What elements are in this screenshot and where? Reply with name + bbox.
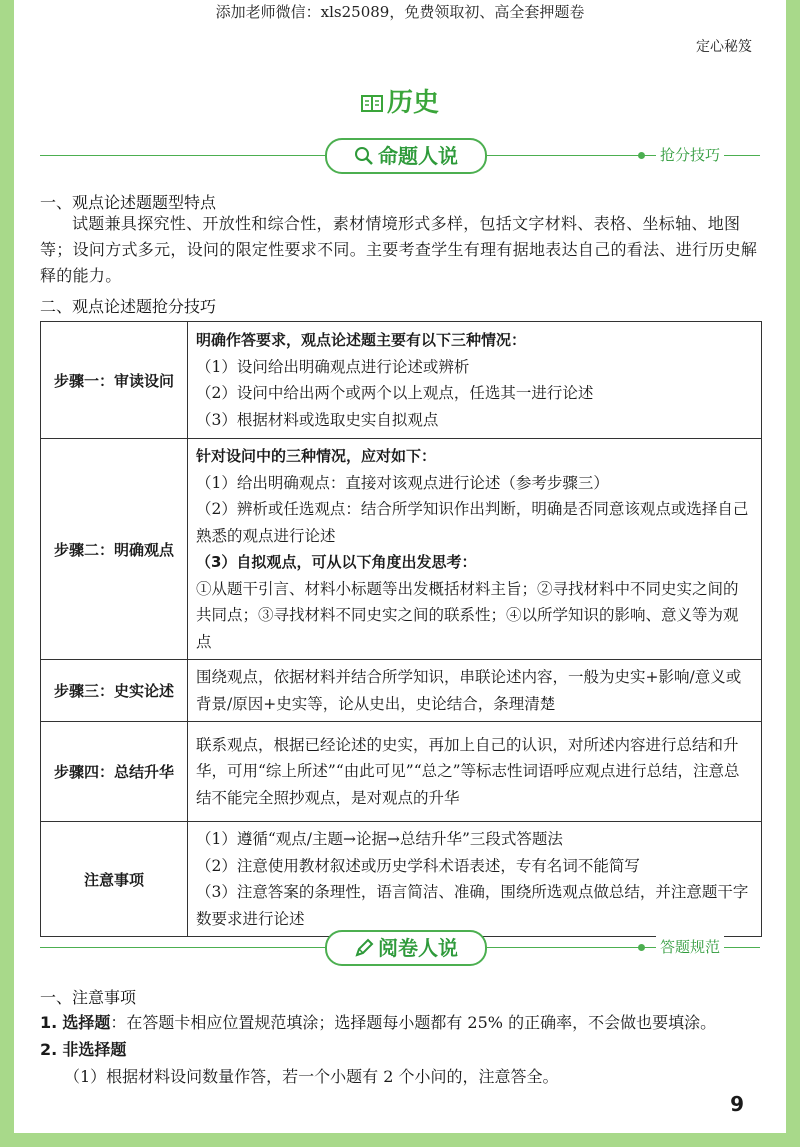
banner-dot <box>638 152 645 159</box>
step-content <box>188 660 762 722</box>
step-label: 步骤一：审读设问 <box>41 322 188 439</box>
section-heading: 一、观点论述题题型特点 <box>40 193 217 212</box>
banner-dot <box>638 944 645 951</box>
step-label: 步骤三：史实论述 <box>41 660 188 722</box>
watermark-text: 添加老师微信：xls25089，免费领取初、高全套押题卷 <box>215 3 585 21</box>
list-item <box>40 1037 126 1063</box>
step-content-line: （1）给出明确观点：直接对该观点进行论述（参考步骤三） <box>196 473 609 492</box>
steps-table-body <box>41 322 762 937</box>
step-content <box>188 439 762 660</box>
table-row <box>41 439 762 660</box>
banner-proposition <box>40 138 760 172</box>
banner-marking <box>40 930 760 964</box>
step-content-line: ①从题干引言、材料小标题等出发概括材料主旨；②寻找材料中不同史实之间的共同点；③寻找材料不同史实之间的联系性；④以所学知识的影响、意义等为观点 <box>196 579 739 651</box>
step-label: 步骤四：总结升华 <box>41 722 188 822</box>
step-content-line: （2）设问中给出两个或两个以上观点，任选其一进行论述 <box>196 384 594 402</box>
table-row <box>41 660 762 722</box>
step-content-line: 明确作答要求，观点论述题主要有以下三种情况： <box>196 331 527 349</box>
table-row <box>41 822 762 937</box>
step-content-line: （3）自拟观点，可从以下角度出发思考： <box>196 553 477 571</box>
banner-label: 命题人说 <box>378 144 458 168</box>
step-content-line: （2）注意使用教材叙述或历史学科术语表述，专有名词不能简写 <box>196 856 640 875</box>
list-item-sub: （1）根据材料设问数量作答，若一个小题有 2 个小问的，注意答全。 <box>64 1067 559 1086</box>
table-row <box>41 322 762 439</box>
pencil-icon <box>354 938 374 958</box>
subject-title <box>0 82 800 119</box>
step-label: 注意事项 <box>41 822 188 937</box>
step-content-line: （3）根据材料或选取史实自拟观点 <box>196 410 439 429</box>
step-content-line: 围绕观点，依据材料并结合所学知识，串联论述内容，一般为史实+影响/意义或背景/原因+史实等，论从史出，史论结合，条理清楚 <box>196 668 742 713</box>
step-content-line: 针对设问中的三种情况，应对如下： <box>196 447 437 465</box>
book-icon <box>361 93 383 113</box>
list-item <box>40 1010 716 1036</box>
step-content-line: （3）注意答案的条理性，语言简洁、准确，围绕所选观点做总结，并注意题干字数要求进行论述 <box>196 883 749 928</box>
step-content-line: （1）遵循“观点/主题→论据→总结升华”三段式答题法 <box>196 830 563 848</box>
step-content <box>188 722 762 822</box>
banner-pill <box>325 138 487 174</box>
page-border-right <box>786 0 800 1147</box>
subject-title-text: 历史 <box>386 88 439 118</box>
section-heading: 一、注意事项 <box>40 988 137 1007</box>
step-label: 步骤二：明确观点 <box>41 439 188 660</box>
page-number: 9 <box>730 1092 744 1116</box>
step-content-line: 联系观点，根据已经论述的史实，再加上自己的认识，对所述内容进行总结和升华，可用“综上所述”“由此可见”“总之”等标志性词语呼应观点进行总结，注意总结不能完全照抄观点，是对观点的升华 <box>196 735 740 807</box>
page-border-left <box>0 0 14 1147</box>
list-item-label: 非选择题 <box>62 1040 127 1059</box>
banner-tag: 答题规范 <box>656 936 724 958</box>
table-row <box>41 722 762 822</box>
step-content <box>188 322 762 439</box>
banner-pill <box>325 930 487 966</box>
list-item-label: 选择题 <box>62 1013 111 1032</box>
list-item-number: 2. <box>40 1040 58 1059</box>
page-border-bottom <box>0 1133 800 1147</box>
section-heading: 二、观点论述题抢分技巧 <box>40 297 217 316</box>
section-paragraph: 试题兼具探究性、开放性和综合性，素材情境形式多样，包括文字材料、表格、坐标轴、地图等；设问方式多元，设问的限定性要求不同。主要考查学生有理有据地表达自己的看法、进行历史解释的能力。 <box>40 214 758 285</box>
banner-label: 阅卷人说 <box>378 936 458 960</box>
magnifier-icon <box>354 146 374 166</box>
step-content-line: （1）设问给出明确观点进行论述或辨析 <box>196 357 470 376</box>
steps-table <box>40 321 762 937</box>
list-item-number: 1. <box>40 1013 58 1032</box>
step-content-line: （2）辨析或任选观点：结合所学知识作出判断，明确是否同意该观点或选择自己熟悉的观点进行论述 <box>196 500 749 545</box>
step-content <box>188 822 762 937</box>
list-item-text: ：在答题卡相应位置规范填涂；选择题每小题都有 25% 的正确率，不会做也要填涂。 <box>110 1013 717 1032</box>
book-title: 定心秘笈 <box>696 39 752 55</box>
banner-tag: 抢分技巧 <box>656 144 724 166</box>
